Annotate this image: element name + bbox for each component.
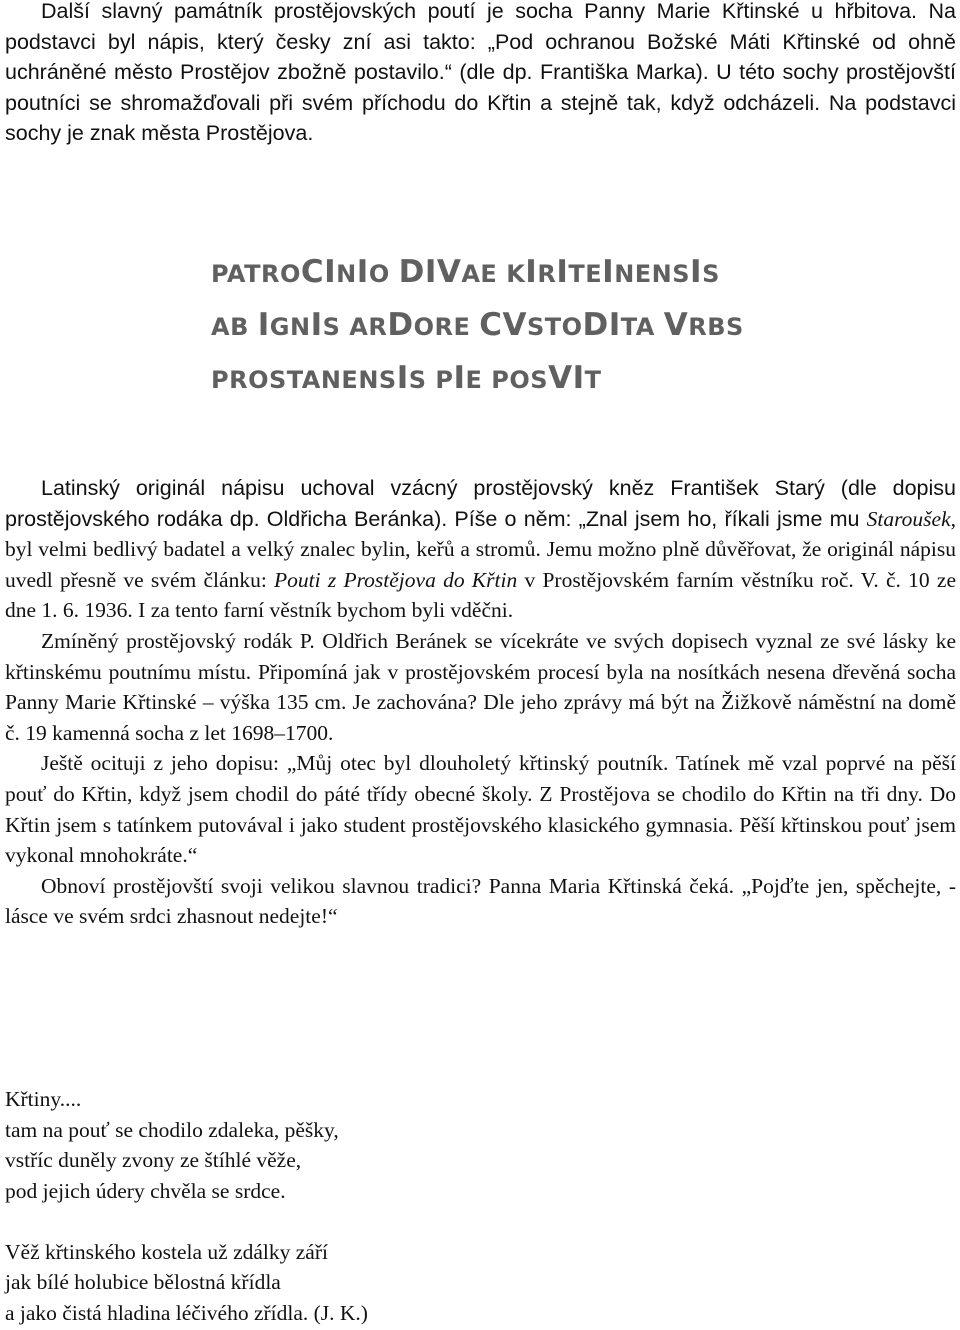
inscription-line2-segment: AR — [349, 313, 388, 341]
inscription-line1-segment: I — [525, 254, 538, 290]
inscription-line2-segment: I — [608, 307, 621, 343]
inscription-line3-segment: S — [408, 366, 436, 394]
inscription-line1-segment: V — [436, 254, 462, 290]
inscription-line3-segment: I — [453, 360, 466, 396]
paragraph-1-part-a: Latinský originál nápisu uchoval vzácný prostějovský kněz František Starý (dle dopisu prostějovského rodáka dp. Oldřicha Beránka). Píše o něm: „Znal jsem ho, říkali jsme mu — [5, 476, 956, 531]
inscription-line2-segment: ORE — [413, 313, 480, 341]
inscription-line1-segment: AE — [461, 260, 507, 288]
poem-line: jak bílé holubice bělostná křídla — [5, 1270, 281, 1294]
inscription-line2-segment: CV — [479, 307, 527, 343]
inscription-line1-segment: R — [537, 260, 557, 288]
inscription-line2-segment: V — [663, 307, 689, 343]
paragraph-latin-original — [5, 473, 956, 626]
inscription-line3-segment: T — [584, 366, 602, 394]
paragraph-1-part-b: , byl velmi bedlivý badatel a velký znalec bylin, keřů a stromů. Jemu možno plně důvěřovat, že originál nápisu uvedl přesně ve svém článku: — [5, 506, 956, 592]
inscription-line1-segment: D — [398, 254, 425, 290]
inscription-line1-segment: I — [424, 254, 437, 290]
inscription-line1-segment: I — [356, 254, 369, 290]
inscription-line1-segment: S — [702, 260, 720, 288]
paragraph-1-article-title: Pouti z Prostějova do Křtin — [274, 567, 518, 592]
inscription-line2-segment: AB — [211, 313, 258, 341]
inscription-line1-segment: PATRO — [211, 260, 301, 288]
paragraph-tradition: Obnoví prostějovští svoji velikou slavnou tradici? Panna Maria Křtinská čeká. „Pojďte jen, spěchejte, - lásce ve svém srdci zhasnout nedejte!“ — [5, 873, 956, 929]
inscription-line1-segment: K — [506, 260, 526, 288]
inscription-line1-segment: I — [324, 254, 337, 290]
poem-stanza-1 — [5, 1084, 368, 1206]
inscription-line-2 — [211, 305, 744, 358]
inscription-line3-segment: P — [435, 366, 454, 394]
inscription-line3-segment: V — [548, 360, 573, 396]
inscription-line1-segment: I — [602, 254, 615, 290]
inscription-line2-segment: I — [310, 307, 323, 343]
inscription-line2-segment: GN — [269, 313, 311, 341]
inscription-line1-segment: I — [556, 254, 569, 290]
inscription-line2-segment: D — [387, 307, 414, 343]
latin-inscription — [211, 252, 744, 411]
inscription-line1-segment: TE — [568, 260, 603, 288]
inscription-line1-segment: N — [336, 260, 357, 288]
poem-line: pod jejich údery chvěla se srdce. — [5, 1178, 286, 1203]
paragraph-letter-quote: Ještě ocituji z jeho dopisu: „Můj otec byl dlouholetý křtinský poutník. Tatínek mě vzal poprvé na pěší pouť do Křtin, když jsem chodil do páté třídy obecné školy. Z Prostějova se chodilo do Křtin na tři dny. Do Křtin jsem s tatínkem putovával i jako student prostějovského klasického gymnasia. Pěší křtinskou pouť jsem vykonal mnohokráte.“ — [5, 751, 956, 868]
inscription-line3-segment: I — [396, 360, 409, 396]
poem-line: tam na pouť se chodilo zdaleka, pěšky, — [5, 1117, 339, 1142]
intro-text-1: Další slavný památník prostějovských poutí je socha Panny Marie Křtinské u hřbitova. Na podstavci byl nápis, který česky zní asi takto: „Pod ochranou Božské Máti Křtinské od ohně uchráněné město Prostějov zbožně postavilo.“ (dle dp. Františka Marka). — [5, 0, 956, 85]
paragraph-1-part-c: v Prostějovském farním věstníku roč. V. č. 10 ze dne 1. 6. 1936. I za tento farní věstník bychom byli vděčni. — [5, 567, 956, 623]
inscription-line3-segment: POS — [491, 366, 549, 394]
paragraph-1-nickname: Staroušek — [866, 506, 951, 531]
poem-line: Křtiny.... — [5, 1087, 82, 1111]
poem-line: Věž křtinského kostela už zdálky září — [5, 1239, 328, 1264]
inscription-line2-segment: STO — [526, 313, 583, 341]
inscription-line3-segment: I — [572, 360, 585, 396]
inscription-line2-segment: RBS — [688, 313, 744, 341]
poem-line: a jako čistá hladina léčivého zřídla. (J. K.) — [5, 1300, 368, 1325]
intro-paragraph — [5, 0, 956, 149]
poem — [5, 1084, 368, 1328]
inscription-line1-segment: I — [690, 254, 703, 290]
intro-text-2: U této sochy prostějovští poutníci se shromažďovali při svém příchodu do Křtin a stejně tak, když odcházeli. Na podstavci sochy je znak města Prostějova. — [5, 60, 956, 146]
inscription-line2-segment: S — [322, 313, 350, 341]
poem-stanza-2 — [5, 1237, 368, 1329]
inscription-line2-segment: I — [257, 307, 270, 343]
inscription-line1-segment: C — [300, 254, 325, 290]
poem-line: vstříc duněly zvony ze štíhlé věže, — [5, 1148, 302, 1172]
inscription-line1-segment: O — [368, 260, 399, 288]
inscription-line3-segment: E — [465, 366, 492, 394]
inscription-line3-segment: PROSTANENS — [211, 366, 397, 394]
inscription-line-3 — [211, 358, 744, 411]
paragraph-beranek: Zmíněný prostějovský rodák P. Oldřich Beránek se vícekráte ve svých dopisech vyznal ze své lásky ke křtinskému poutnímu místu. Připomíná jak v prostějovském procesí byla na nosítkách nesena dřevěná socha Panny Marie Křtinské – výška 135 cm. Je zachována? Dle jeho zprávy má být na Žižkově náměstní na domě č. 19 kamenná socha z let 1698–1700. — [5, 628, 956, 745]
body-text — [5, 473, 956, 932]
inscription-line-1 — [211, 252, 744, 305]
inscription-line1-segment: NENS — [614, 260, 691, 288]
inscription-line2-segment: D — [582, 307, 609, 343]
inscription-line2-segment: TA — [620, 313, 664, 341]
